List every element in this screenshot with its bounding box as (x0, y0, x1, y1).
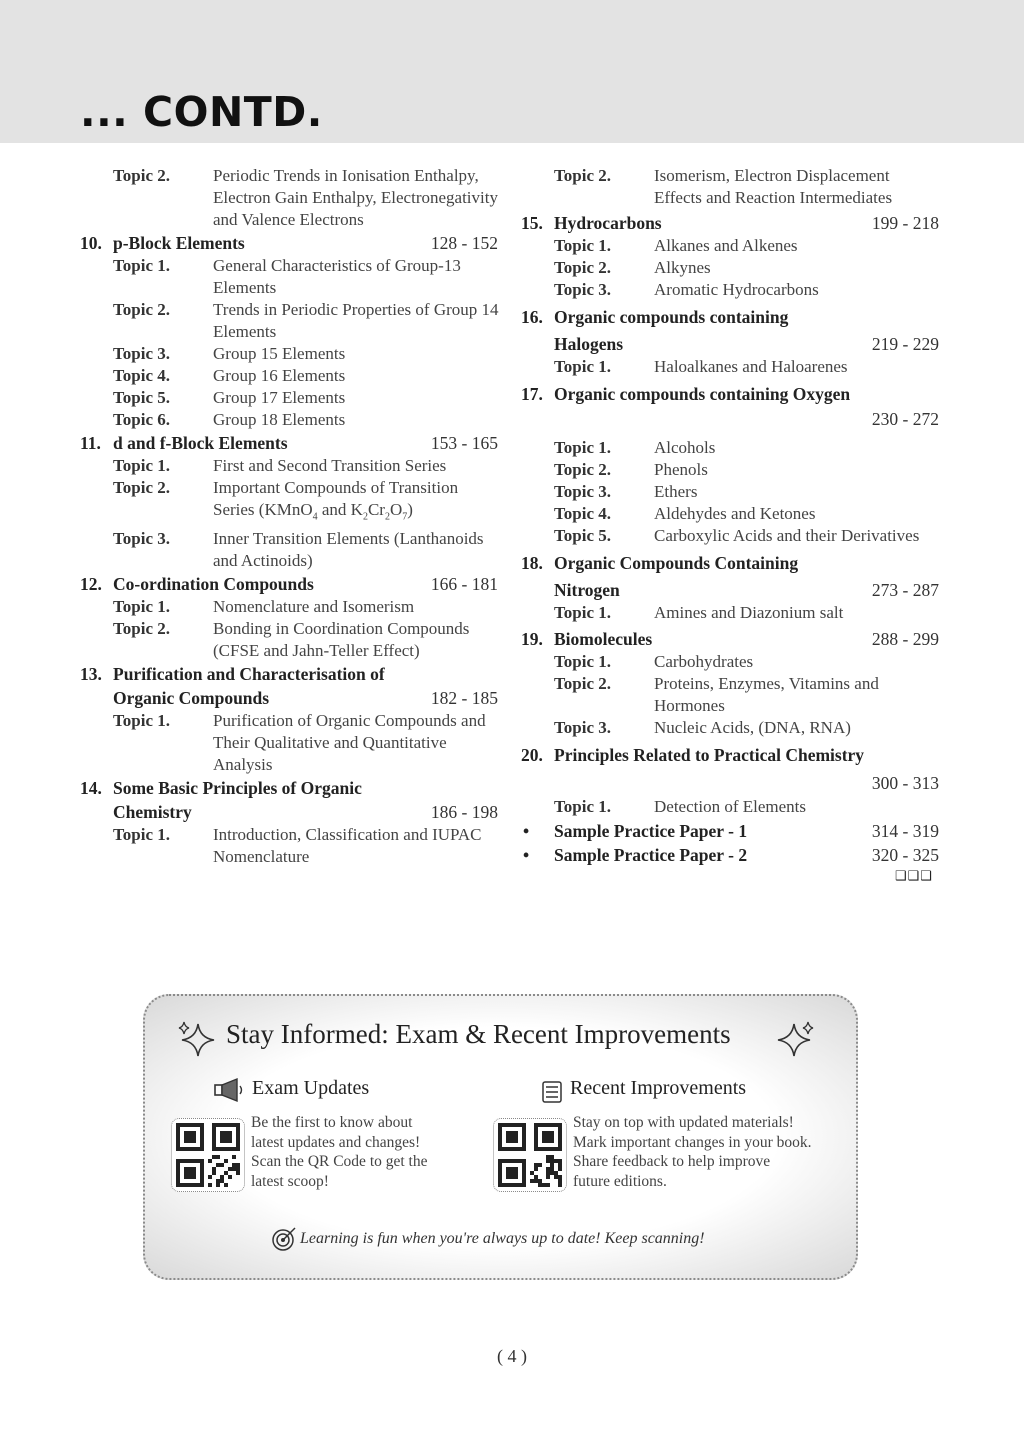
toc-left-column (80, 165, 500, 868)
topic-item: Topic 1. Alcohols (554, 438, 716, 457)
document-list-icon (541, 1080, 563, 1104)
chapter-20[interactable]: 20. Principles Related to Practical Chemistry 300 - 313 (521, 745, 939, 793)
topic-item: Topic 1. Introduction, Classification and IUPAC Nomenclature (113, 825, 482, 867)
exam-updates-text: Be the first to know about latest updates and changes! Scan the QR Code to get the latest scoop! (251, 1114, 428, 1190)
topic-item: Topic 1. First and Second Transition Series (113, 456, 447, 475)
topic-item: Topic 2. Periodic Trends in Ionisation Enthalpy, Electron Gain Enthalpy, Electronegativity and Valence Electrons (113, 166, 498, 229)
sparkle-icon (176, 1018, 218, 1060)
chapter-13-line2: Organic Compounds 182 - 185 (113, 688, 498, 709)
topic-item: Topic 4. Group 16 Elements (113, 366, 346, 385)
chapter-18[interactable]: 18. Organic Compounds Containing (521, 553, 799, 573)
qr-pattern (176, 1123, 240, 1187)
end-mark: ❑❑❑ (895, 868, 933, 883)
box-footer-note: Learning is fun when you're always up to date! Keep scanning! (300, 1230, 705, 1247)
qr-pattern (498, 1123, 562, 1187)
topic-item: Topic 1. Amines and Diazonium salt (554, 603, 844, 622)
page-title: ... CONTD. (80, 88, 323, 136)
topic-item: Topic 1. General Characteristics of Group-13 Elements (113, 256, 461, 297)
topic-item: Topic 2. Alkynes (554, 258, 711, 277)
topic-item: Topic 4. Aldehydes and Ketones (554, 504, 816, 523)
topic-item: Topic 2. Important Compounds of Transition Series (KMnO$_4$ and $K_2Cr_2O_7$) (113, 478, 459, 523)
topic-item: Topic 1. Purification of Organic Compounds and Their Qualitative and Quantitative Analysis (113, 711, 486, 775)
page-number: ( 4 ) (497, 1346, 527, 1366)
box-title: Stay Informed: Exam & Recent Improvements (226, 1019, 731, 1049)
toc-right-column (521, 165, 941, 867)
topic-item: Topic 3. Group 15 Elements (113, 344, 346, 363)
topic-item: Topic 3. Ethers (554, 482, 698, 501)
chapter-11[interactable]: 11. d and f-Block Elements 153 - 165 (80, 433, 498, 453)
topic-item: Topic 3. Aromatic Hydrocarbons (554, 280, 819, 299)
topic-item: Topic 6. Group 18 Elements (113, 410, 346, 429)
chapter-14-line2: Chemistry 186 - 198 (113, 802, 498, 823)
topic-item: Topic 1. Carbohydrates (554, 652, 754, 671)
chapter-15[interactable]: 15. Hydrocarbons 199 - 218 (521, 213, 939, 233)
sample-paper-1[interactable]: • Sample Practice Paper - 1 314 - 319 (523, 821, 939, 841)
sample-paper-2[interactable]: • Sample Practice Paper - 2 320 - 325 (523, 845, 939, 865)
topic-item: Topic 2. Bonding in Coordination Compounds (CFSE and Jahn-Teller Effect) (113, 619, 470, 661)
chapter-17[interactable]: 17. Organic compounds containing Oxygen 230 - 272 (521, 384, 939, 429)
topic-item: Topic 3. Nucleic Acids, (DNA, RNA) (554, 718, 851, 737)
topic-item: Topic 2. Phenols (554, 460, 708, 479)
topic-item: Topic 2. Proteins, Enzymes, Vitamins and Hormones (554, 674, 879, 715)
chapter-10[interactable]: 10. p-Block Elements 128 - 152 (80, 233, 498, 253)
topic-item: Topic 1. Haloalkanes and Haloarenes (554, 357, 848, 376)
topic-item: Topic 2. Isomerism, Electron Displacement Effects and Reaction Intermediates (554, 166, 893, 207)
qr-code-exam-updates[interactable] (171, 1118, 245, 1192)
recent-improvements-heading: Recent Improvements (570, 1077, 747, 1099)
topic-item: Topic 1. Detection of Elements (554, 797, 807, 816)
topic-item: Topic 3. Inner Transition Elements (Lanthanoids and Actinoids) (113, 529, 484, 571)
chapter-14[interactable]: 14. Some Basic Principles of Organic (80, 778, 362, 799)
topic-item: Topic 1. Alkanes and Alkenes (554, 236, 798, 255)
megaphone-icon (213, 1077, 245, 1103)
topic-item: Topic 5. Group 17 Elements (113, 388, 346, 407)
qr-code-recent-improvements[interactable] (493, 1118, 567, 1192)
chapter-12[interactable]: 12. Co-ordination Compounds 166 - 181 (80, 574, 498, 595)
topic-item: Topic 1. Nomenclature and Isomerism (113, 597, 415, 617)
recent-improvements-text: Stay on top with updated materials! Mark important changes in your book. Share feedback to help improve future editions. (573, 1114, 812, 1190)
target-icon (270, 1226, 298, 1252)
exam-updates-heading: Exam Updates (252, 1077, 370, 1099)
topic-item: Topic 5. Carboxylic Acids and their Derivatives (554, 526, 920, 545)
chapter-18-line2: Nitrogen 273 - 287 (554, 580, 939, 600)
chapter-16-line2: Halogens 219 - 229 (554, 334, 939, 354)
sparkle-icon (774, 1018, 816, 1060)
chapter-16[interactable]: 16. Organic compounds containing (521, 307, 789, 327)
chapter-19[interactable]: 19. Biomolecules 288 - 299 (521, 629, 939, 649)
topic-item: Topic 2. Trends in Periodic Properties of Group 14 Elements (113, 300, 499, 341)
chapter-13[interactable]: 13. Purification and Characterisation of (80, 664, 385, 685)
